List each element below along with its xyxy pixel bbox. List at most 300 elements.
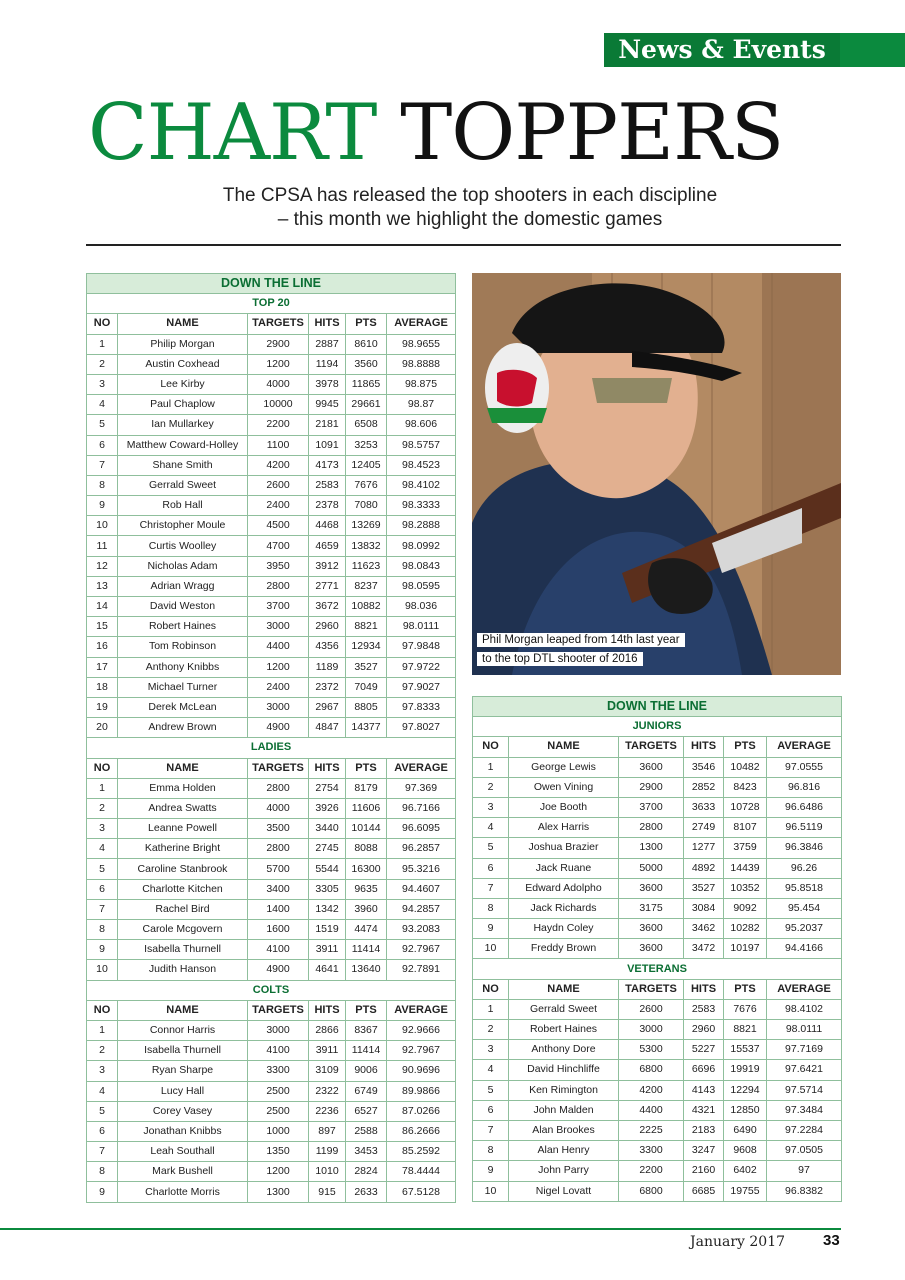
cell-pts: 13269 — [346, 516, 387, 536]
table-row — [87, 819, 456, 839]
column-header-no: NO — [87, 314, 118, 334]
cell-name: Alex Harris — [509, 818, 619, 838]
table-row — [87, 798, 456, 818]
cell-no: 1 — [87, 778, 118, 798]
cell-no: 9 — [473, 919, 509, 939]
cell-targets: 3600 — [619, 878, 684, 898]
cell-pts: 9635 — [346, 879, 387, 899]
cell-no: 6 — [473, 1100, 509, 1120]
title-divider — [86, 244, 841, 246]
cell-no: 18 — [87, 677, 118, 697]
shooter-photo-illustration — [472, 273, 841, 675]
cell-name: Connor Harris — [118, 1020, 248, 1040]
cell-pts: 11414 — [346, 1041, 387, 1061]
cell-targets: 1200 — [248, 354, 309, 374]
cell-hits: 4659 — [309, 536, 346, 556]
column-header-name: NAME — [509, 979, 619, 999]
cell-hits: 915 — [309, 1182, 346, 1202]
cell-targets: 3500 — [248, 819, 309, 839]
cell-hits: 4143 — [684, 1080, 724, 1100]
cell-no: 2 — [87, 798, 118, 818]
cell-name: Alan Henry — [509, 1141, 619, 1161]
cell-targets: 4100 — [248, 940, 309, 960]
cell-average: 96.6095 — [387, 819, 456, 839]
cell-pts: 10282 — [724, 919, 767, 939]
cell-pts: 9092 — [724, 898, 767, 918]
cell-average: 97.9027 — [387, 677, 456, 697]
cell-no: 9 — [473, 1161, 509, 1181]
cell-no: 4 — [473, 1060, 509, 1080]
cell-average: 97.369 — [387, 778, 456, 798]
cell-targets: 2800 — [248, 839, 309, 859]
cell-pts: 11623 — [346, 556, 387, 576]
cell-pts: 19755 — [724, 1181, 767, 1201]
cell-name: Nigel Lovatt — [509, 1181, 619, 1201]
table-row — [87, 718, 456, 738]
table-row — [473, 818, 842, 838]
cell-pts: 6490 — [724, 1120, 767, 1140]
cell-no: 5 — [87, 1101, 118, 1121]
cell-no: 1 — [87, 1020, 118, 1040]
cell-name: Lee Kirby — [118, 374, 248, 394]
table-row — [473, 838, 842, 858]
cell-average: 96.3846 — [767, 838, 842, 858]
table-row — [473, 939, 842, 959]
cell-hits: 1091 — [309, 435, 346, 455]
cell-pts: 10482 — [724, 757, 767, 777]
cell-average: 97.0505 — [767, 1141, 842, 1161]
cell-pts: 10144 — [346, 819, 387, 839]
table-row — [473, 797, 842, 817]
section-label-row — [87, 294, 456, 314]
cell-name: Philip Morgan — [118, 334, 248, 354]
cell-no: 7 — [87, 455, 118, 475]
table-row — [473, 1181, 842, 1201]
cell-pts: 6527 — [346, 1101, 387, 1121]
cell-targets: 4900 — [248, 960, 309, 980]
cell-targets: 3950 — [248, 556, 309, 576]
cell-hits: 2236 — [309, 1101, 346, 1121]
cell-name: Joshua Brazier — [509, 838, 619, 858]
section-label-row — [87, 980, 456, 1000]
cell-hits: 1342 — [309, 899, 346, 919]
cell-no: 6 — [87, 1121, 118, 1141]
cell-hits: 2967 — [309, 697, 346, 717]
cell-targets: 2500 — [248, 1101, 309, 1121]
cell-average: 92.9666 — [387, 1020, 456, 1040]
cell-average: 92.7967 — [387, 940, 456, 960]
section-label-row — [473, 959, 842, 979]
cell-targets: 1300 — [619, 838, 684, 858]
cell-average: 97.9722 — [387, 657, 456, 677]
cell-pts: 7676 — [346, 475, 387, 495]
cell-name: Joe Booth — [509, 797, 619, 817]
dtl-juniors-veterans-table — [472, 696, 842, 1202]
cell-no: 7 — [87, 899, 118, 919]
cell-no: 5 — [87, 859, 118, 879]
table-row — [87, 496, 456, 516]
cell-pts: 7049 — [346, 677, 387, 697]
cell-name: Curtis Woolley — [118, 536, 248, 556]
cell-name: Andrew Brown — [118, 718, 248, 738]
cell-name: Carole Mcgovern — [118, 920, 248, 940]
cell-no: 7 — [473, 1120, 509, 1140]
table-row — [87, 597, 456, 617]
column-header-average: AVERAGE — [387, 758, 456, 778]
cell-targets: 4400 — [248, 637, 309, 657]
cell-hits: 1194 — [309, 354, 346, 374]
cell-hits: 4641 — [309, 960, 346, 980]
cell-targets: 2600 — [248, 475, 309, 495]
cell-no: 8 — [87, 475, 118, 495]
table-row — [473, 777, 842, 797]
cell-name: Adrian Wragg — [118, 576, 248, 596]
cell-hits: 3978 — [309, 374, 346, 394]
cell-targets: 10000 — [248, 395, 309, 415]
cell-average: 96.5119 — [767, 818, 842, 838]
column-header-targets: TARGETS — [619, 737, 684, 757]
cell-targets: 1600 — [248, 920, 309, 940]
cell-pts: 14439 — [724, 858, 767, 878]
cell-no: 6 — [87, 435, 118, 455]
table-row — [473, 919, 842, 939]
cell-name: Owen Vining — [509, 777, 619, 797]
cell-targets: 4900 — [248, 718, 309, 738]
cell-pts: 8367 — [346, 1020, 387, 1040]
cell-name: George Lewis — [509, 757, 619, 777]
cell-hits: 2852 — [684, 777, 724, 797]
cell-name: Michael Turner — [118, 677, 248, 697]
cell-hits: 3084 — [684, 898, 724, 918]
table-row — [87, 920, 456, 940]
cell-targets: 2600 — [619, 999, 684, 1019]
cell-average: 86.2666 — [387, 1121, 456, 1141]
cell-average: 98.0595 — [387, 576, 456, 596]
cell-no: 8 — [87, 920, 118, 940]
section-label: VETERANS — [473, 959, 842, 979]
cell-name: Isabella Thurnell — [118, 1041, 248, 1061]
table-row — [87, 334, 456, 354]
table-row — [87, 960, 456, 980]
cell-name: Matthew Coward-Holley — [118, 435, 248, 455]
cell-name: Edward Adolpho — [509, 878, 619, 898]
cell-hits: 3633 — [684, 797, 724, 817]
cell-hits: 2183 — [684, 1120, 724, 1140]
cell-average: 98.0111 — [767, 1020, 842, 1040]
cell-pts: 11865 — [346, 374, 387, 394]
cell-no: 13 — [87, 576, 118, 596]
cell-no: 10 — [473, 1181, 509, 1201]
cell-no: 4 — [87, 839, 118, 859]
cell-targets: 3000 — [248, 617, 309, 637]
cell-hits: 1277 — [684, 838, 724, 858]
cell-targets: 3000 — [248, 697, 309, 717]
table-row — [87, 1121, 456, 1141]
cell-no: 1 — [473, 999, 509, 1019]
table-row — [87, 657, 456, 677]
cell-no: 12 — [87, 556, 118, 576]
column-header-hits: HITS — [309, 1000, 346, 1020]
cell-name: Ryan Sharpe — [118, 1061, 248, 1081]
cell-pts: 15537 — [724, 1040, 767, 1060]
cell-average: 98.0843 — [387, 556, 456, 576]
cell-average: 92.7891 — [387, 960, 456, 980]
cell-hits: 2866 — [309, 1020, 346, 1040]
cell-targets: 4500 — [248, 516, 309, 536]
cell-no: 10 — [473, 939, 509, 959]
cell-targets: 4400 — [619, 1100, 684, 1120]
cell-average: 98.875 — [387, 374, 456, 394]
cell-targets: 1200 — [248, 657, 309, 677]
cell-pts: 8107 — [724, 818, 767, 838]
cell-average: 98.3333 — [387, 496, 456, 516]
cell-name: Robert Haines — [509, 1020, 619, 1040]
cell-hits: 2754 — [309, 778, 346, 798]
cell-name: Freddy Brown — [509, 939, 619, 959]
cell-no: 6 — [473, 858, 509, 878]
cell-name: Isabella Thurnell — [118, 940, 248, 960]
cell-name: Nicholas Adam — [118, 556, 248, 576]
cell-targets: 3400 — [248, 879, 309, 899]
cell-pts: 6749 — [346, 1081, 387, 1101]
cell-average: 98.4523 — [387, 455, 456, 475]
cell-no: 10 — [87, 960, 118, 980]
column-header-targets: TARGETS — [248, 1000, 309, 1020]
subtitle-line-1: The CPSA has released the top shooters in each discipline — [222, 185, 718, 206]
table-row — [87, 1041, 456, 1061]
table-row — [473, 1100, 842, 1120]
table-row — [473, 858, 842, 878]
section-label: News & Events — [604, 33, 840, 67]
cell-average: 94.4166 — [767, 939, 842, 959]
cell-average: 97 — [767, 1161, 842, 1181]
cell-pts: 19919 — [724, 1060, 767, 1080]
cell-average: 98.4102 — [767, 999, 842, 1019]
cell-no: 19 — [87, 697, 118, 717]
cell-average: 96.26 — [767, 858, 842, 878]
cell-name: Alan Brookes — [509, 1120, 619, 1140]
cell-name: Lucy Hall — [118, 1081, 248, 1101]
column-header-row — [87, 314, 456, 334]
column-header-row — [473, 737, 842, 757]
cell-average: 95.454 — [767, 898, 842, 918]
cell-average: 96.2857 — [387, 839, 456, 859]
table-row — [87, 516, 456, 536]
cell-average: 94.2857 — [387, 899, 456, 919]
dtl-senior-table — [86, 273, 456, 1203]
column-header-targets: TARGETS — [619, 979, 684, 999]
section-label-row — [473, 717, 842, 737]
cell-no: 7 — [87, 1142, 118, 1162]
cell-targets: 2500 — [248, 1081, 309, 1101]
table-row — [87, 859, 456, 879]
cell-targets: 2200 — [619, 1161, 684, 1181]
cell-targets: 1400 — [248, 899, 309, 919]
cell-average: 89.9866 — [387, 1081, 456, 1101]
column-header-no: NO — [87, 1000, 118, 1020]
cell-targets: 4000 — [248, 798, 309, 818]
cell-no: 4 — [87, 395, 118, 415]
cell-hits: 2960 — [309, 617, 346, 637]
cell-name: Derek McLean — [118, 697, 248, 717]
cell-pts: 10197 — [724, 939, 767, 959]
cell-name: Gerrald Sweet — [509, 999, 619, 1019]
page-title — [88, 88, 848, 178]
cell-hits: 3440 — [309, 819, 346, 839]
cell-pts: 14377 — [346, 718, 387, 738]
cell-pts: 10352 — [724, 878, 767, 898]
cell-name: Judith Hanson — [118, 960, 248, 980]
cell-average: 94.4607 — [387, 879, 456, 899]
cell-hits: 2745 — [309, 839, 346, 859]
cell-hits: 2771 — [309, 576, 346, 596]
cell-name: Leanne Powell — [118, 819, 248, 839]
cell-hits: 2372 — [309, 677, 346, 697]
cell-average: 95.8518 — [767, 878, 842, 898]
table-row — [473, 999, 842, 1019]
table-row — [87, 1162, 456, 1182]
cell-targets: 2900 — [248, 334, 309, 354]
cell-pts: 12294 — [724, 1080, 767, 1100]
cell-pts: 3960 — [346, 899, 387, 919]
cell-no: 16 — [87, 637, 118, 657]
cell-pts: 3560 — [346, 354, 387, 374]
cell-name: Paul Chaplow — [118, 395, 248, 415]
table-row — [87, 697, 456, 717]
table-row — [473, 757, 842, 777]
cell-average: 97.8333 — [387, 697, 456, 717]
cell-name: Leah Southall — [118, 1142, 248, 1162]
cell-average: 98.87 — [387, 395, 456, 415]
table-row — [473, 898, 842, 918]
table-row — [87, 778, 456, 798]
column-header-average: AVERAGE — [387, 314, 456, 334]
column-header-average: AVERAGE — [767, 979, 842, 999]
section-label: LADIES — [87, 738, 456, 758]
cell-pts: 7676 — [724, 999, 767, 1019]
table-row — [87, 677, 456, 697]
cell-no: 1 — [87, 334, 118, 354]
cell-no: 9 — [87, 496, 118, 516]
cell-pts: 8821 — [346, 617, 387, 637]
cell-targets: 3175 — [619, 898, 684, 918]
cell-pts: 2824 — [346, 1162, 387, 1182]
cell-hits: 2887 — [309, 334, 346, 354]
cell-no: 9 — [87, 940, 118, 960]
footer-divider — [0, 1228, 841, 1230]
cell-average: 97.2284 — [767, 1120, 842, 1140]
cell-targets: 6800 — [619, 1181, 684, 1201]
cell-average: 98.4102 — [387, 475, 456, 495]
cell-targets: 4100 — [248, 1041, 309, 1061]
section-label: JUNIORS — [473, 717, 842, 737]
cell-hits: 1519 — [309, 920, 346, 940]
cell-targets: 1000 — [248, 1121, 309, 1141]
cell-average: 97.5714 — [767, 1080, 842, 1100]
section-banner — [604, 33, 905, 67]
cell-name: Christopher Moule — [118, 516, 248, 536]
cell-pts: 10882 — [346, 597, 387, 617]
cell-hits: 2749 — [684, 818, 724, 838]
table-row — [87, 1142, 456, 1162]
cell-no: 8 — [87, 1162, 118, 1182]
cell-no: 7 — [473, 878, 509, 898]
table-row — [87, 395, 456, 415]
table-row — [87, 1101, 456, 1121]
cell-hits: 1199 — [309, 1142, 346, 1162]
cell-average: 97.3484 — [767, 1100, 842, 1120]
cell-pts: 8179 — [346, 778, 387, 798]
column-header-pts: PTS — [346, 1000, 387, 1020]
cell-targets: 2800 — [248, 576, 309, 596]
cell-no: 5 — [473, 1080, 509, 1100]
table-row — [473, 1040, 842, 1060]
table-row — [87, 354, 456, 374]
cell-no: 4 — [473, 818, 509, 838]
cell-pts: 6508 — [346, 415, 387, 435]
cell-pts: 29661 — [346, 395, 387, 415]
table-row — [87, 617, 456, 637]
cell-no: 1 — [473, 757, 509, 777]
cell-hits: 3546 — [684, 757, 724, 777]
cell-name: Tom Robinson — [118, 637, 248, 657]
cell-no: 17 — [87, 657, 118, 677]
table-row — [473, 1020, 842, 1040]
cell-hits: 3109 — [309, 1061, 346, 1081]
cell-average: 97.9848 — [387, 637, 456, 657]
table-heading-row — [473, 697, 842, 717]
cell-hits: 4356 — [309, 637, 346, 657]
cell-average: 67.5128 — [387, 1182, 456, 1202]
cell-no: 6 — [87, 879, 118, 899]
table-row — [473, 1161, 842, 1181]
cell-pts: 6402 — [724, 1161, 767, 1181]
cell-average: 95.2037 — [767, 919, 842, 939]
cell-name: Anthony Dore — [509, 1040, 619, 1060]
cell-targets: 3600 — [619, 939, 684, 959]
cell-pts: 12934 — [346, 637, 387, 657]
cell-average: 96.8382 — [767, 1181, 842, 1201]
cell-pts: 3253 — [346, 435, 387, 455]
cell-no: 5 — [473, 838, 509, 858]
cell-name: Charlotte Kitchen — [118, 879, 248, 899]
table-row — [87, 940, 456, 960]
column-header-row — [473, 979, 842, 999]
cell-pts: 4474 — [346, 920, 387, 940]
cell-hits: 2181 — [309, 415, 346, 435]
cell-targets: 2400 — [248, 496, 309, 516]
cell-targets: 3000 — [248, 1020, 309, 1040]
column-header-pts: PTS — [724, 979, 767, 999]
table-row — [473, 1120, 842, 1140]
cell-hits: 3247 — [684, 1141, 724, 1161]
cell-name: Austin Coxhead — [118, 354, 248, 374]
cell-targets: 5000 — [619, 858, 684, 878]
cell-name: Katherine Bright — [118, 839, 248, 859]
cell-average: 87.0266 — [387, 1101, 456, 1121]
cell-average: 97.7169 — [767, 1040, 842, 1060]
cell-hits: 9945 — [309, 395, 346, 415]
cell-pts: 3527 — [346, 657, 387, 677]
cell-hits: 3472 — [684, 939, 724, 959]
cell-hits: 2583 — [684, 999, 724, 1019]
cell-hits: 2378 — [309, 496, 346, 516]
cell-pts: 9006 — [346, 1061, 387, 1081]
cell-hits: 6685 — [684, 1181, 724, 1201]
column-header-hits: HITS — [309, 314, 346, 334]
cell-name: John Parry — [509, 1161, 619, 1181]
cell-name: Ken Rimington — [509, 1080, 619, 1100]
